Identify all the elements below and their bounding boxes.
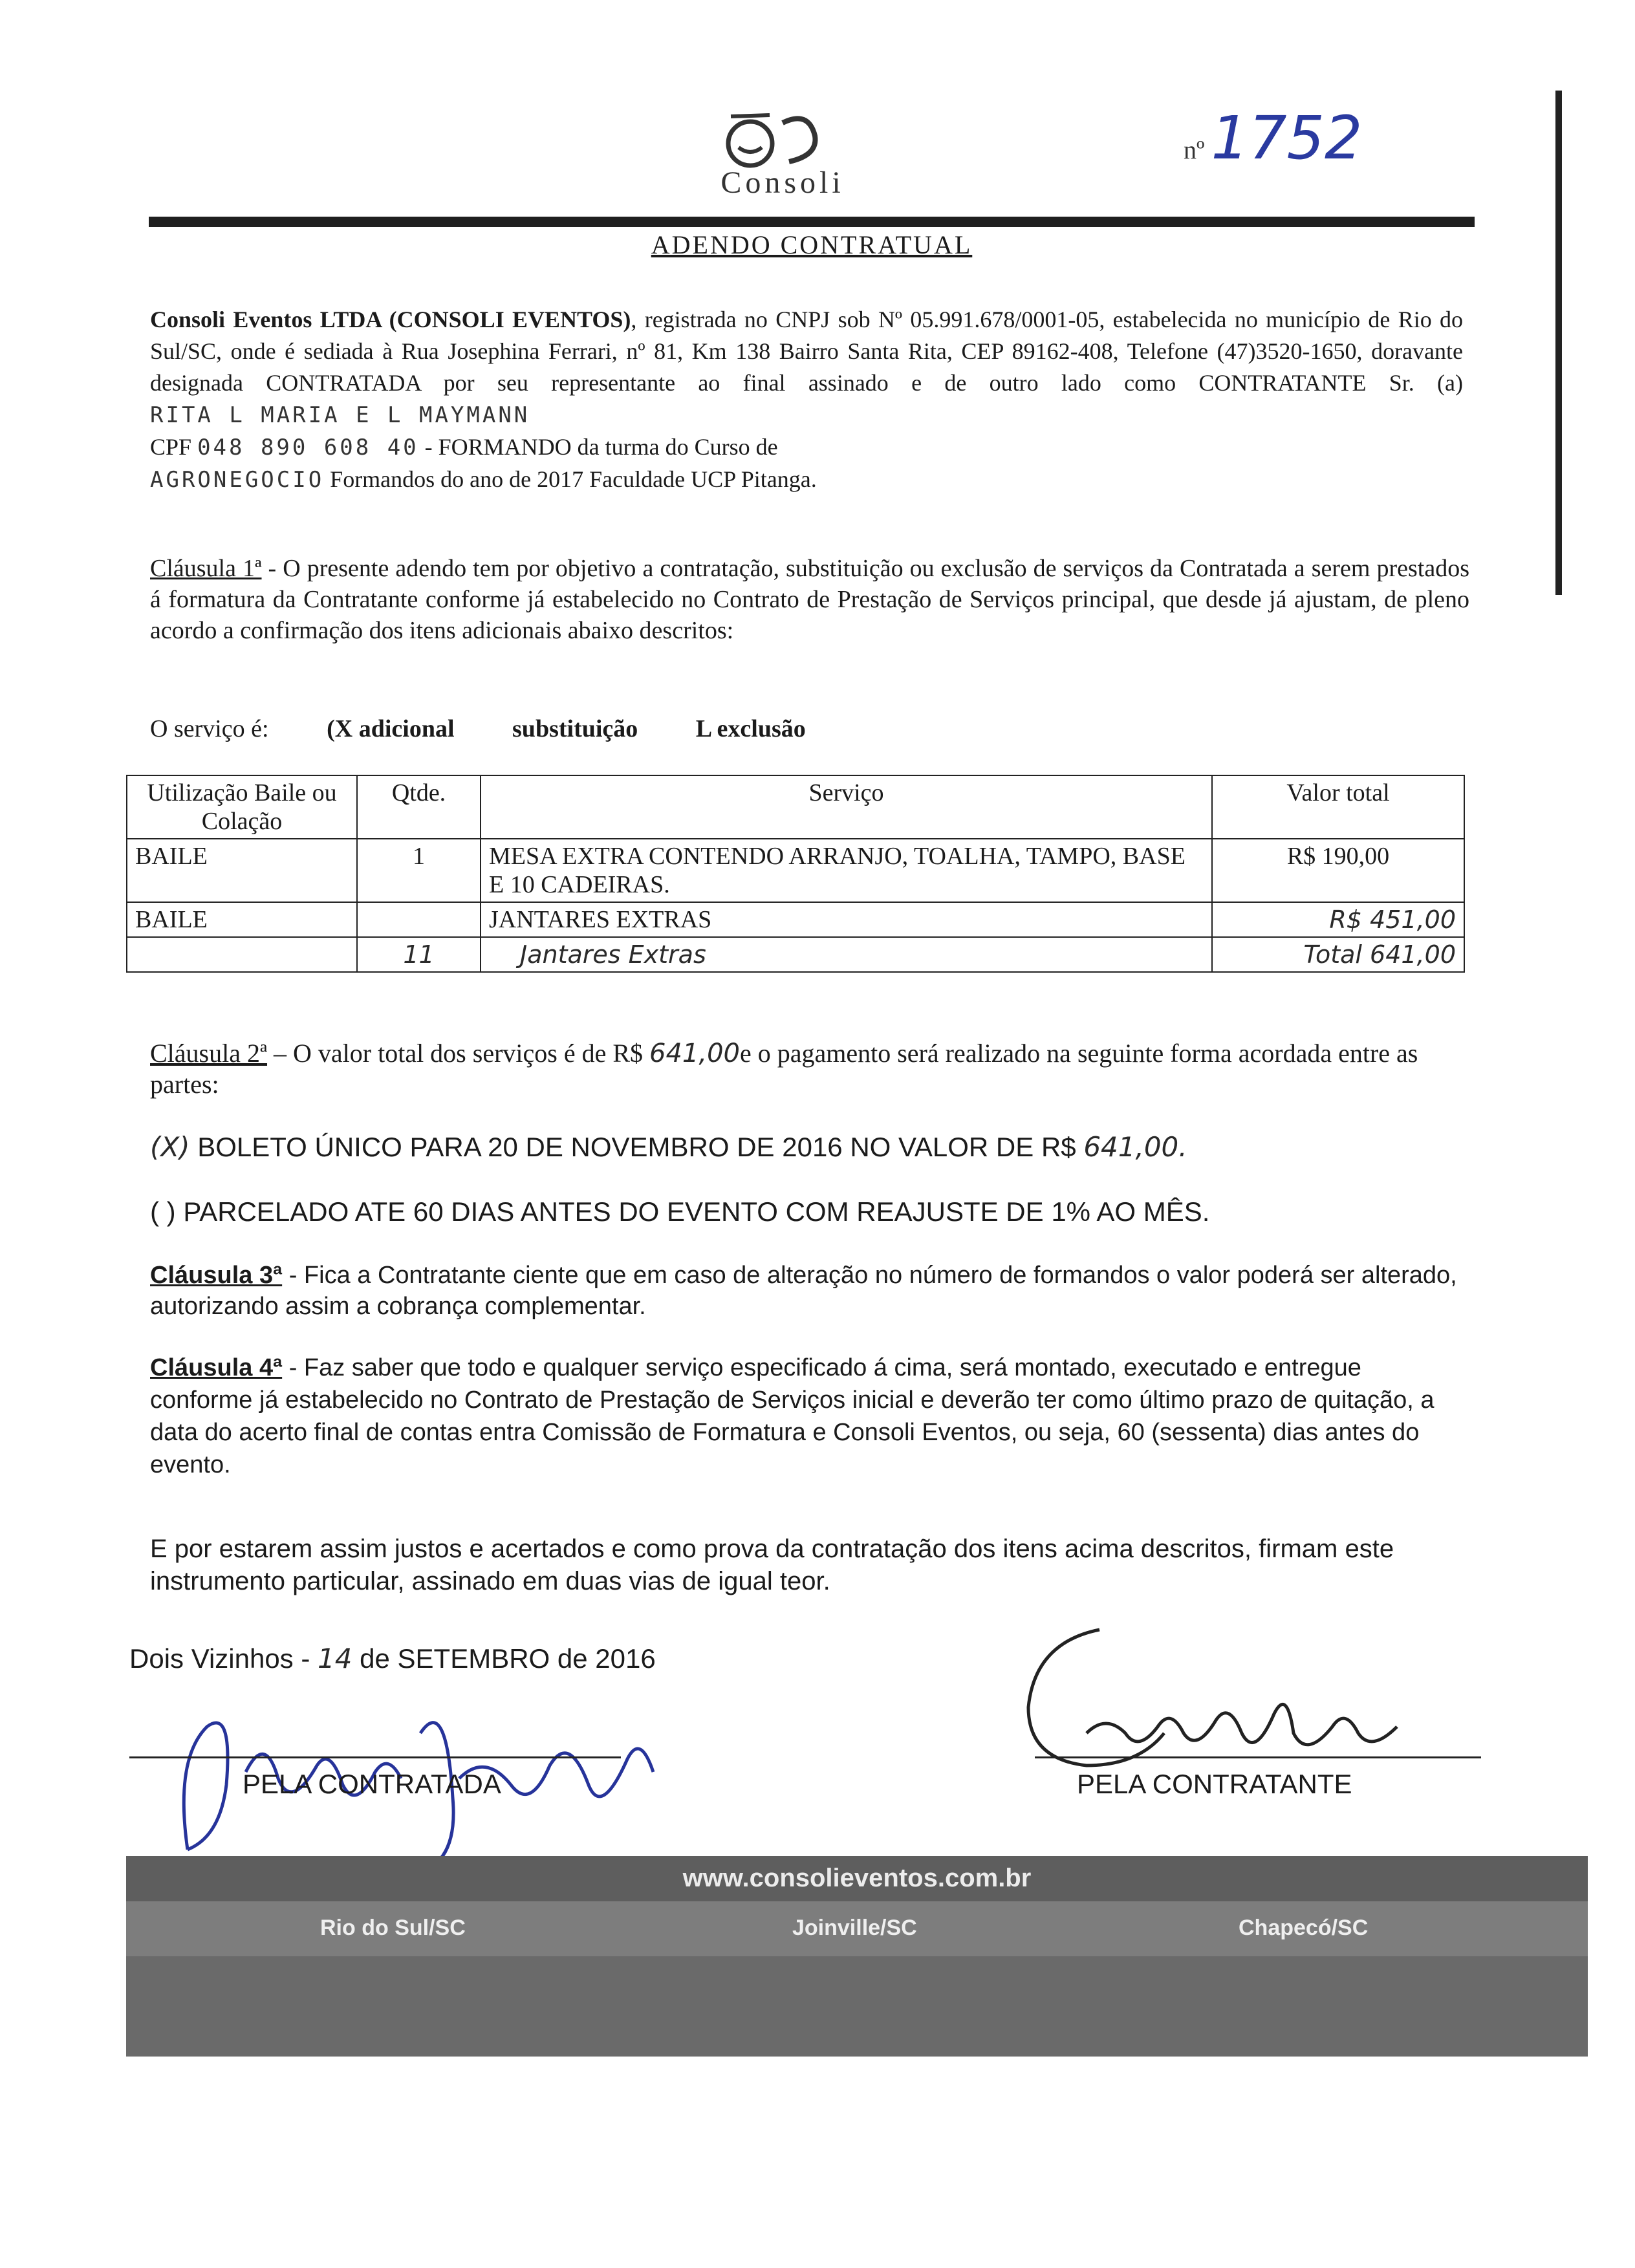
document-title: ADENDO CONTRATUAL	[651, 230, 973, 259]
document-number	[1184, 103, 1363, 173]
doc-number-prefix: nº	[1184, 135, 1205, 164]
clause-1-text: - O presente adendo tem por objetivo a contratação, substituição ou exclusão de serviços da Contratada a serem prestados á formatura da Contratante conforme já estabelecido no Contrato de Prestação de Serviços principal, que desde já ajustam, de pleno acordo a confirmação dos itens adicionais abaixo descritos:	[150, 555, 1470, 644]
date-rest: de SETEMBRO de 2016	[352, 1643, 656, 1674]
contratante-signature-line	[1035, 1756, 1481, 1758]
company-details: , registrada no CNPJ sob Nº 05.991.678/0001-05, estabelecida no município de Rio do Sul/SC, onde é sediada à Rua Josephina Ferrari, nº 81, Km 138 Bairro Santa Rita, CEP 89162-408, Telefone (47)3520-1650, doravante designada CONTRATADA por seu representante ao final assinado e de outro lado como CONTRATANTE Sr. (a)	[150, 307, 1463, 396]
footer-city-3: Chapecó/SC	[1239, 1916, 1369, 1940]
clause-2	[150, 1038, 1469, 1100]
service-type-label: O serviço é:	[150, 715, 269, 742]
clause-4-label: Cláusula 4ª	[150, 1354, 283, 1381]
formando-text: - FORMANDO da turma do Curso de	[424, 434, 778, 460]
footer-city-1: Rio do Sul/SC	[320, 1916, 466, 1940]
option-adicional: (X adicional	[327, 715, 455, 742]
clause-3-label: Cláusula 3ª	[150, 1262, 283, 1289]
clause-4	[150, 1352, 1469, 1481]
cell-uso	[127, 937, 357, 972]
cell-servico: JANTARES EXTRAS	[481, 902, 1212, 937]
company-name: Consoli Eventos LTDA (CONSOLI EVENTOS)	[150, 307, 631, 332]
contratada-signature-line	[129, 1756, 621, 1758]
clause-2-text-before: – O valor total dos serviços é de R$	[267, 1039, 650, 1068]
cell-qtde: 1	[357, 839, 481, 902]
col-header-qtde: Qtde.	[357, 775, 481, 839]
clause-2-amount: 641,00	[649, 1039, 740, 1068]
boleto-checkbox-mark: (X)	[150, 1131, 190, 1163]
clause-2-text-after: e o pagamento será realizado na seguinte forma acordada entre as partes:	[150, 1039, 1418, 1099]
clause-1	[150, 553, 1469, 646]
contratante-name-field: RITA L MARIA E L MAYMANN	[150, 402, 530, 428]
parcelado-checkbox-mark: ( )	[150, 1196, 176, 1227]
service-type-row	[150, 715, 858, 743]
option-exclusao: L exclusão	[695, 715, 806, 742]
col-header-valor: Valor total	[1212, 775, 1464, 839]
services-table	[126, 775, 1465, 973]
clause-3-text: - Fica a Contratante ciente que em caso de alteração no número de formandos o valor poderá ser alterado, autorizando assim a cobrança complementar.	[150, 1262, 1457, 1320]
clause-3	[150, 1260, 1469, 1322]
col-header-uso: Utilização Baile ou Colação	[127, 775, 357, 839]
table-row	[127, 902, 1464, 937]
boleto-amount: 641,00.	[1083, 1131, 1187, 1163]
consoli-logo-text: Consoli	[720, 166, 845, 200]
payment-option-boleto	[150, 1132, 1469, 1163]
footer-bottom-band	[126, 1956, 1588, 2057]
formandos-text: Formandos do ano de 2017 Faculdade UCP Pitanga.	[330, 466, 817, 492]
cell-qtde	[357, 902, 481, 937]
cell-uso: BAILE	[127, 839, 357, 902]
table-header-row	[127, 775, 1464, 839]
doc-number-value: 1752	[1211, 103, 1363, 173]
cell-qtde: 11	[357, 937, 481, 972]
parcelado-text: PARCELADO ATE 60 DIAS ANTES DO EVENTO COM REAJUSTE DE 1% AO MÊS.	[175, 1196, 1210, 1227]
header-rule	[149, 217, 1475, 227]
cell-valor: R$ 451,00	[1212, 902, 1464, 937]
date-day: 14	[318, 1643, 352, 1674]
contratada-label: PELA CONTRATADA	[243, 1769, 501, 1799]
payment-option-parcelado	[150, 1196, 1469, 1227]
date-place: Dois Vizinhos -	[129, 1643, 318, 1674]
cell-servico: Jantares Extras	[481, 937, 1212, 972]
clause-2-label: Cláusula 2ª	[150, 1039, 268, 1068]
intro-paragraph	[150, 304, 1463, 496]
option-substituicao: substituição	[512, 715, 638, 742]
clause-1-label: Cláusula 1ª	[150, 555, 262, 582]
footer-band	[126, 1856, 1588, 2057]
cell-servico: MESA EXTRA CONTENDO ARRANJO, TOALHA, TAMPO, BASE E 10 CADEIRAS.	[481, 839, 1212, 902]
closing-paragraph: E por estarem assim justos e acertados e como prova da contratação dos itens acima descritos, firmam este instrumento particular, assinado em duas vias de igual teor.	[150, 1535, 1394, 1595]
cpf-field: 048 890 608 40	[197, 435, 419, 460]
contratante-label: PELA CONTRATANTE	[1077, 1769, 1352, 1799]
cpf-label: CPF	[150, 434, 192, 460]
table-row	[127, 937, 1464, 972]
footer-city-2: Joinville/SC	[792, 1916, 917, 1940]
curso-field: AGRONEGOCIO	[150, 467, 325, 493]
clause-4-text: - Faz saber que todo e qualquer serviço especificado á cima, será montado, executado e entregue conforme já estabelecido no Contrato de Prestação de Serviços inicial e deverão ter como último prazo de quitação, a data do acerto final de contas entra Comissão de Formatura e Consoli Eventos, ou seja, 60 (sessenta) dias antes do evento.	[150, 1354, 1435, 1478]
boleto-text: BOLETO ÚNICO PARA 20 DE NOVEMBRO DE 2016 NO VALOR DE R$	[189, 1132, 1084, 1162]
col-header-servico: Serviço	[481, 775, 1212, 839]
cell-uso: BAILE	[127, 902, 357, 937]
cell-valor: Total 641,00	[1212, 937, 1464, 972]
footer-website: www.consolieventos.com.br	[682, 1864, 1032, 1892]
table-row	[127, 839, 1464, 902]
scan-edge-line	[1555, 91, 1562, 595]
cell-valor: R$ 190,00	[1212, 839, 1464, 902]
